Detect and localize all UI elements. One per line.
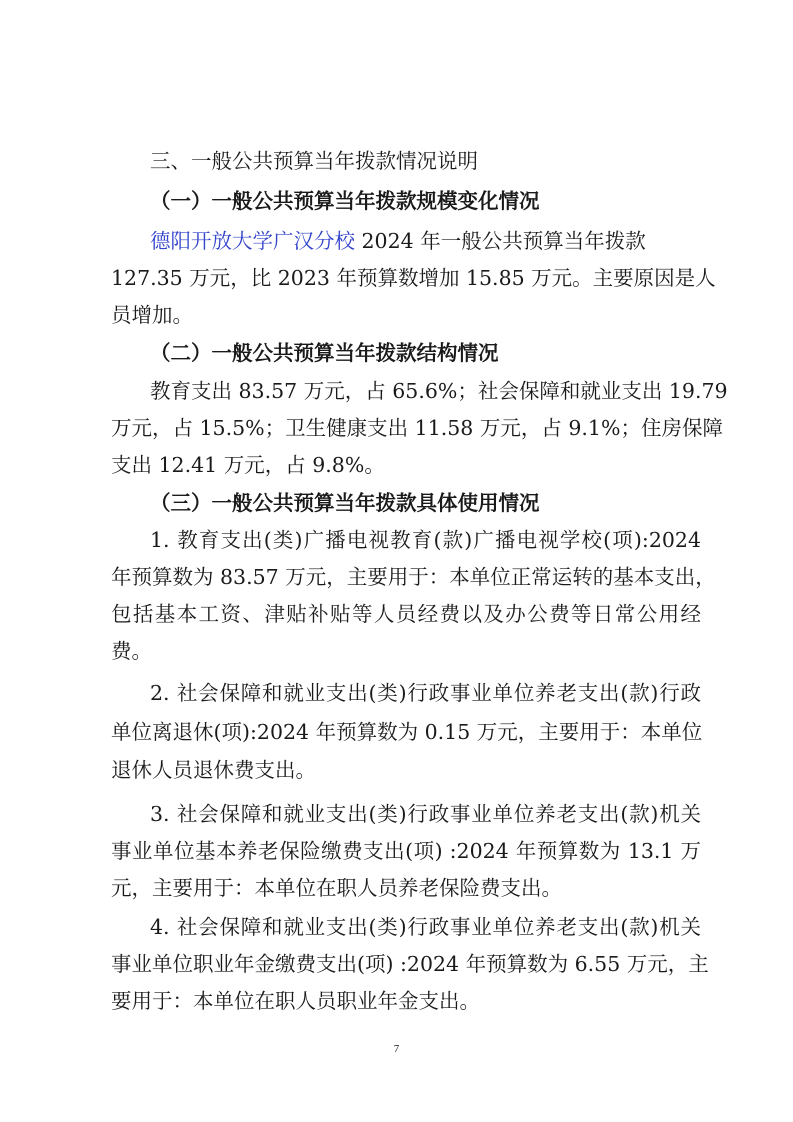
item1-line3: 包括基本工资、津贴补贴等人员经费以及办公费等日常公用经 [111,602,701,626]
item4-line2: 事业单位职业年金缴费支出(项) :2024 年预算数为 6.55 万元，主 [111,952,709,976]
item3-line1: 3. 社会保障和就业支出(类)行政事业单位养老支出(款)机关 [150,802,701,826]
page-number: 7 [393,1043,400,1055]
part3-heading: （三）一般公共预算当年拨款具体使用情况 [150,491,540,515]
item4-line1: 4. 社会保障和就业支出(类)行政事业单位养老支出(款)机关 [150,915,701,939]
part1-line3: 员增加。 [111,303,193,327]
item4-line3: 要用于：本单位在职人员职业年金支出。 [111,989,480,1013]
part1-line1-rest: 2024 年一般公共预算当年拨款 [355,229,646,253]
part2-heading: （二）一般公共预算当年拨款结构情况 [150,341,499,365]
item2-line3: 退休人员退休费支出。 [111,758,316,782]
part1-line1 [150,231,701,252]
item2-line2: 单位离退休(项):2024 年预算数为 0.15 万元，主要用于：本单位 [111,720,703,744]
item2-line1: 2. 社会保障和就业支出(类)行政事业单位养老支出(款)行政 [150,681,701,705]
item1-line4: 费。 [111,639,152,663]
section-title: 三、一般公共预算当年拨款情况说明 [150,149,478,173]
item3-line2: 事业单位基本养老保险缴费支出(项) :2024 年预算数为 13.1 万 [111,839,701,863]
part2-line1: 教育支出 83.57 万元，占 65.6%；社会保障和就业支出 19.79 [150,379,728,403]
item1-line2: 年预算数为 83.57 万元，主要用于：本单位正常运转的基本支出， [111,565,716,589]
school-name: 德阳开放大学广汉分校 [150,229,355,253]
part2-line3: 支出 12.41 万元，占 9.8%。 [111,453,385,477]
part1-line2: 127.35 万元，比 2023 年预算数增加 15.85 万元。主要原因是人 [111,266,716,290]
item3-line3: 元，主要用于：本单位在职人员养老保险费支出。 [111,876,562,900]
part2-line2: 万元，占 15.5%；卫生健康支出 11.58 万元，占 9.1%；住房保障 [111,416,723,440]
item1-line1: 1. 教育支出(类)广播电视教育(款)广播电视学校(项):2024 [150,528,701,552]
part1-heading: （一）一般公共预算当年拨款规模变化情况 [150,189,540,213]
